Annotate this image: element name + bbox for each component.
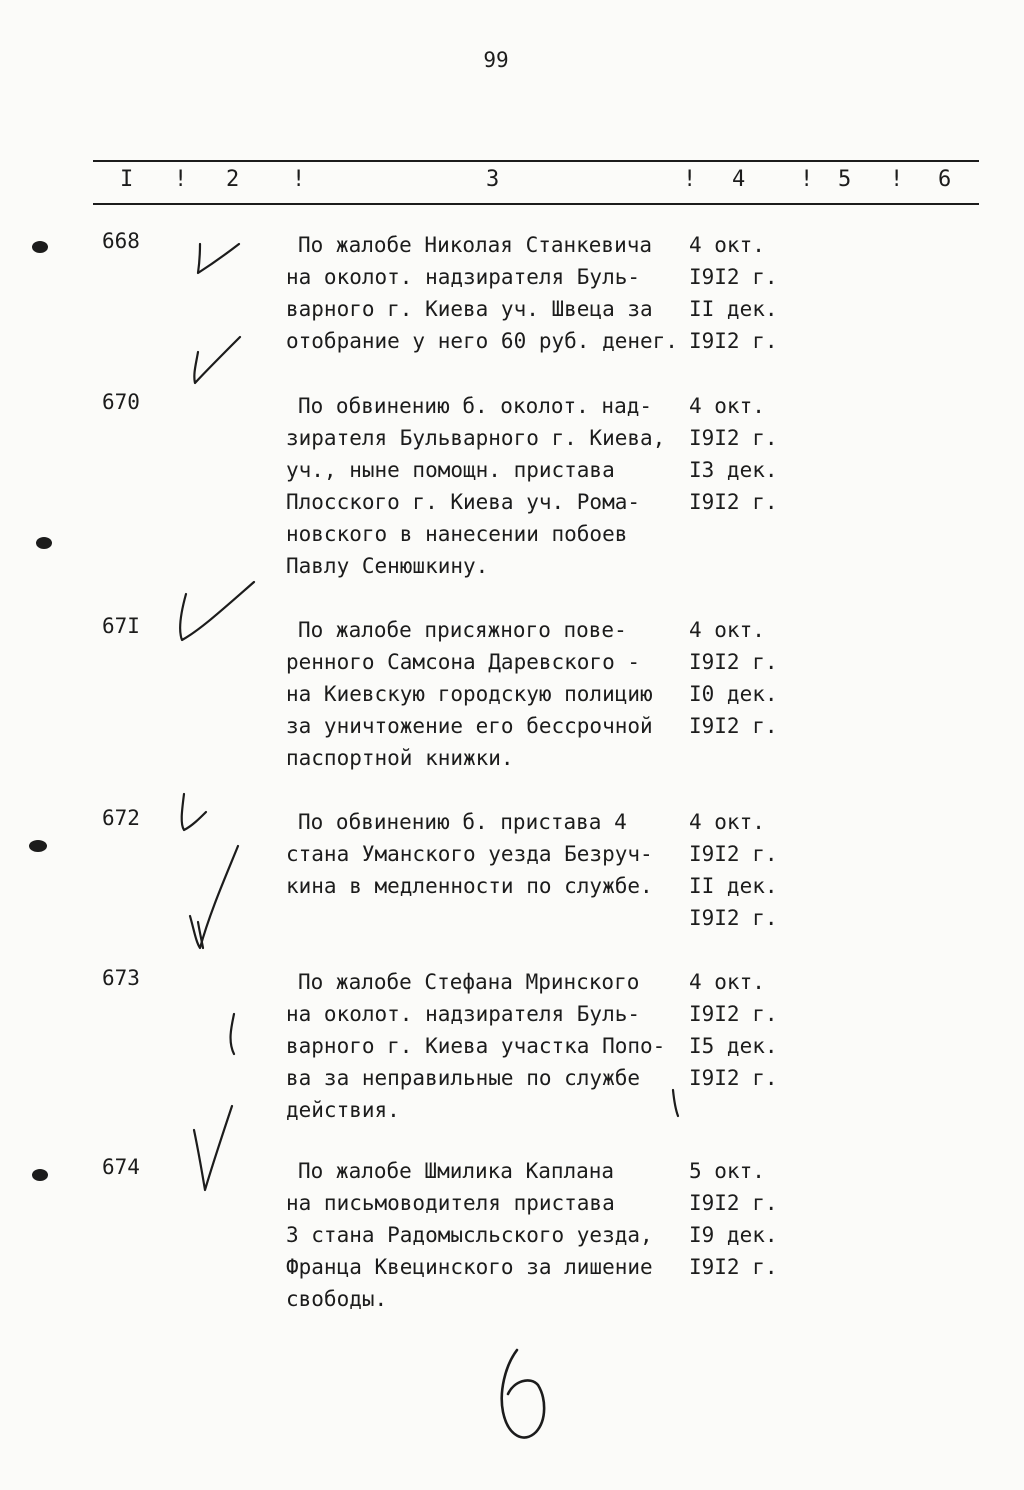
handwritten-digit-six (502, 1350, 544, 1438)
binder-hole-mark (32, 1169, 48, 1181)
date-line: 4 окт. (689, 970, 765, 994)
description-line: ва за неправильные по службе (286, 1066, 641, 1090)
binder-hole-mark (32, 241, 48, 253)
description-line: за уничтожение его бессрочной (286, 714, 653, 738)
description-line: стана Уманского уезда Безруч- (286, 842, 653, 866)
date-line: 5 окт. (689, 1159, 765, 1183)
date-line: I9I2 г. (689, 1191, 778, 1215)
description-line: свободы. (286, 1287, 388, 1311)
description-line: действия. (286, 1098, 400, 1122)
record-number: 674 (102, 1155, 140, 1179)
date-line: I9I2 г. (689, 714, 778, 738)
description-line: По жалобе Николая Станкевича (298, 233, 653, 257)
date-line: II дек. (689, 297, 778, 321)
date-line: I9I2 г. (689, 329, 778, 353)
checkmark-icon (190, 846, 238, 948)
checkmark-icon (182, 794, 206, 830)
binder-hole-mark (29, 840, 47, 852)
date-line: I3 дек. (689, 458, 778, 482)
description-line: ренного Самсона Даревского - (286, 650, 641, 674)
description-line: 3 стана Радомысльского уезда, (286, 1223, 653, 1247)
checkmark-icon (180, 582, 254, 640)
date-line: 4 окт. (689, 394, 765, 418)
description-line: уч., ныне помощн. пристава (286, 458, 615, 482)
description-line: По обвинению б. пристава 4 (298, 810, 627, 834)
description-line: варного г. Киева участка Попо- (286, 1034, 666, 1058)
column-separator: ! (683, 167, 697, 192)
date-line: I9I2 г. (689, 426, 778, 450)
column-separator: ! (890, 167, 904, 192)
description-line: По жалобе присяжного пове- (298, 618, 627, 642)
record-number: 672 (102, 806, 140, 830)
date-line: I9I2 г. (689, 1002, 778, 1026)
column-header-6: 6 (938, 167, 952, 192)
description-line: на околот. надзирателя Буль- (286, 265, 641, 289)
date-line: II дек. (689, 874, 778, 898)
description-line: на околот. надзирателя Буль- (286, 1002, 641, 1026)
description-line: на Киевскую городскую полицию (286, 682, 653, 706)
checkmark-icon (194, 337, 240, 383)
checkmark-icon (194, 1106, 232, 1190)
description-line: варного г. Киева уч. Швеца за (286, 297, 653, 321)
date-line: I5 дек. (689, 1034, 778, 1058)
description-line: По обвинению б. околот. над- (298, 394, 653, 418)
column-separator: ! (800, 167, 814, 192)
description-line: на письмоводителя пристава (286, 1191, 615, 1215)
description-line: новского в нанесении побоев (286, 522, 628, 546)
description-line: кина в медленности по службе. (286, 874, 653, 898)
page-number: 99 (483, 48, 509, 72)
date-line: I9I2 г. (689, 1255, 778, 1279)
date-line: I9I2 г. (689, 1066, 778, 1090)
date-line: I9I2 г. (689, 842, 778, 866)
checkmark-icon (198, 244, 239, 273)
record-number: 670 (102, 390, 140, 414)
date-line: I9I2 г. (689, 906, 778, 930)
record-number: 668 (102, 229, 140, 253)
date-line: I9I2 г. (689, 650, 778, 674)
date-line: I9I2 г. (689, 265, 778, 289)
date-line: I0 дек. (689, 682, 778, 706)
description-line: Франца Квецинского за лишение (286, 1255, 653, 1279)
date-line: I9 дек. (689, 1223, 778, 1247)
date-line: I9I2 г. (689, 490, 778, 514)
description-line: Павлу Сенюшкину. (286, 554, 489, 578)
date-line: 4 окт. (689, 618, 765, 642)
pencil-stroke (673, 1090, 678, 1116)
description-line: Плосского г. Киева уч. Рома- (286, 490, 641, 514)
column-separator: ! (292, 167, 306, 192)
description-line: По жалобе Шмилика Каплана (298, 1159, 615, 1183)
description-line: По жалобе Стефана Мринского (298, 970, 640, 994)
binder-hole-mark (36, 537, 52, 549)
record-number: 673 (102, 966, 140, 990)
pencil-stroke (231, 1014, 234, 1054)
column-header-2: 2 (226, 167, 240, 192)
column-header-4: 4 (732, 167, 746, 192)
column-header-1: I (120, 167, 134, 192)
description-line: зирателя Бульварного г. Киева, (286, 426, 666, 450)
column-header-3: 3 (486, 167, 500, 192)
date-line: 4 окт. (689, 233, 765, 257)
description-line: паспортной книжки. (286, 746, 514, 770)
column-separator: ! (174, 167, 188, 192)
date-line: 4 окт. (689, 810, 765, 834)
record-number: 67I (102, 614, 140, 638)
description-line: отобрание у него 60 руб. денег. (286, 329, 678, 353)
column-header-5: 5 (838, 167, 852, 192)
